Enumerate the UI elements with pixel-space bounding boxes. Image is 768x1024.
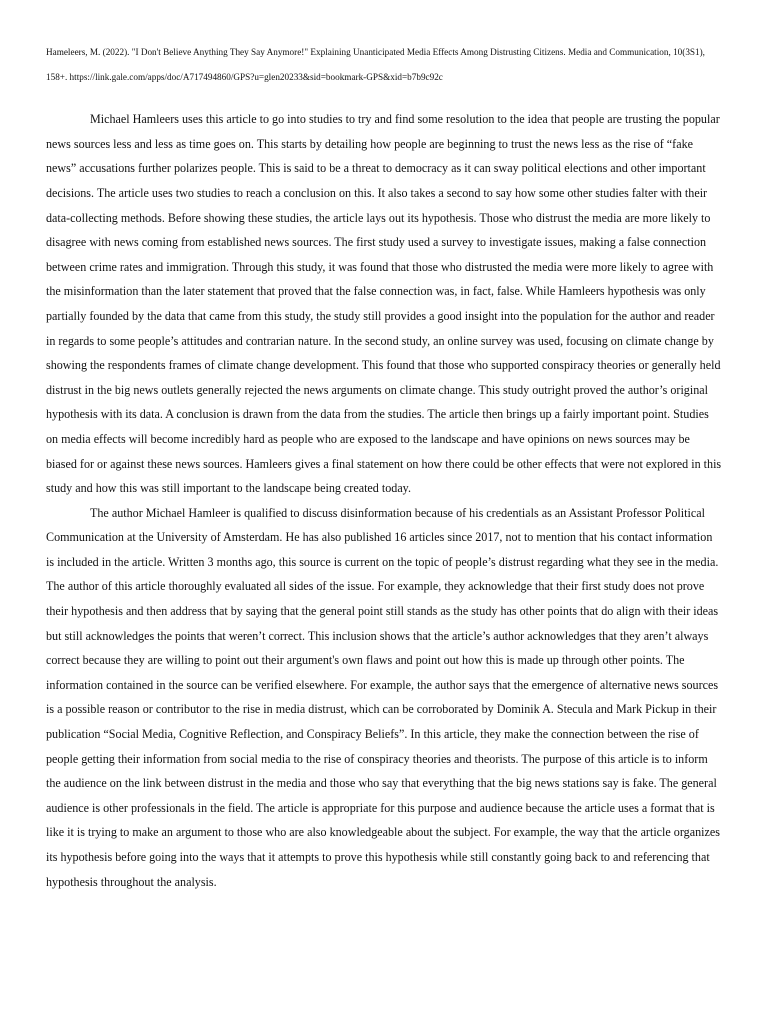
paragraph-summary: Michael Hamleers uses this article to go into studies to try and find some resolution to the idea that people are trusting the popular news sources less and less as time goes on. This starts by detailing how people are beginning to trust the news less as the rise of “fake news” accusations further polarizes people. This is said to be a threat to democracy as it can sway political elections and other important decisions. The article uses two studies to reach a conclusion on this. It also takes a second to say how some other studies falter with their data-collecting methods. Before showing these studies, the article lays out its hypothesis. Those who distrust the media are more likely to disagree with news coming from established news sources. The first study used a survey to investigate issues, making a false connection between crime rates and immigration. Through this study, it was found that those who distrusted the media were more likely to agree with the misinformation than the later statement that proved that the false connection was, in fact, false. While Hamleers hypothesis was only partially founded by the data that came from this study, the study still provides a good insight into the population for the author and reader in regards to some people’s attitudes and contrarian nature. In the second study, an online survey was used, focusing on climate change by showing the respondents frames of climate change development. This found that those who supported conspiracy theories or generally held distrust in the big news outlets generally rejected the news arguments on climate change. This study outright proved the author’s original hypothesis with its data. A conclusion is drawn from the data from the studies. The article then brings up a fairly important point. Studies on media effects will become incredibly hard as people who are exposed to the landscape and have opinions on news sources may be biased for or against these news sources. Hamleers gives a final statement on how there could be other effects that were not explored in this study and how this was still important to the landscape being created today. [46,112,722,496]
document-page [46,0,722,894]
document-body [46,107,722,894]
paragraph-evaluation: The author Michael Hamleer is qualified to discuss disinformation because of his credentials as an Assistant Professor Political Communication at the University of Amsterdam. He has also published 16 articles since 2017, not to mention that his contact information is included in the article. Written 3 months ago, this source is current on the topic of people’s distrust regarding what they see in the media. The author of this article thoroughly evaluated all sides of the issue. For example, they acknowledge that their first study does not prove their hypothesis and then address that by saying that the general point still stands as the study has other points that do align with their ideas but still acknowledges the points that weren’t correct. This inclusion shows that the article’s author acknowledges that they aren’t always correct because they are willing to point out their argument's own flaws and point out how this is made up through other points. The information contained in the source can be verified elsewhere. For example, the author says that the emergence of alternative news sources is a possible reason or contributor to the rise in media distrust, which can be corroborated by Dominik A. Stecula and Mark Pickup in their publication “Social Media, Cognitive Reflection, and Conspiracy Beliefs”. In this article, they make the connection between the rise of people getting their information from social media to the rise of conspiracy theories and theorists. The purpose of this article is to inform the audience on the link between distrust in the media and those who say that everything that the big news stations say is fake. The general audience is other professionals in the field. The article is appropriate for this purpose and audience because the article uses a format that is like it is trying to make an argument to those who are also knowledgeable about the subject. For example, the way that the article organizes its hypothesis before going into the ways that it attempts to prove this hypothesis while still constantly going back to and referencing that hypothesis throughout the analysis. [46,505,720,889]
citation: Hameleers, M. (2022). "I Don't Believe Anything They Say Anymore!" Explaining Unanticipated Media Effects Among Distrusting Citizens. Media and Communication, 10(3S1), 158+. https://link.gale.com/apps/doc/A717494860/GPS?u=glen20233&sid=bookmark-GPS&xid=b7b9c92c [46,47,705,82]
